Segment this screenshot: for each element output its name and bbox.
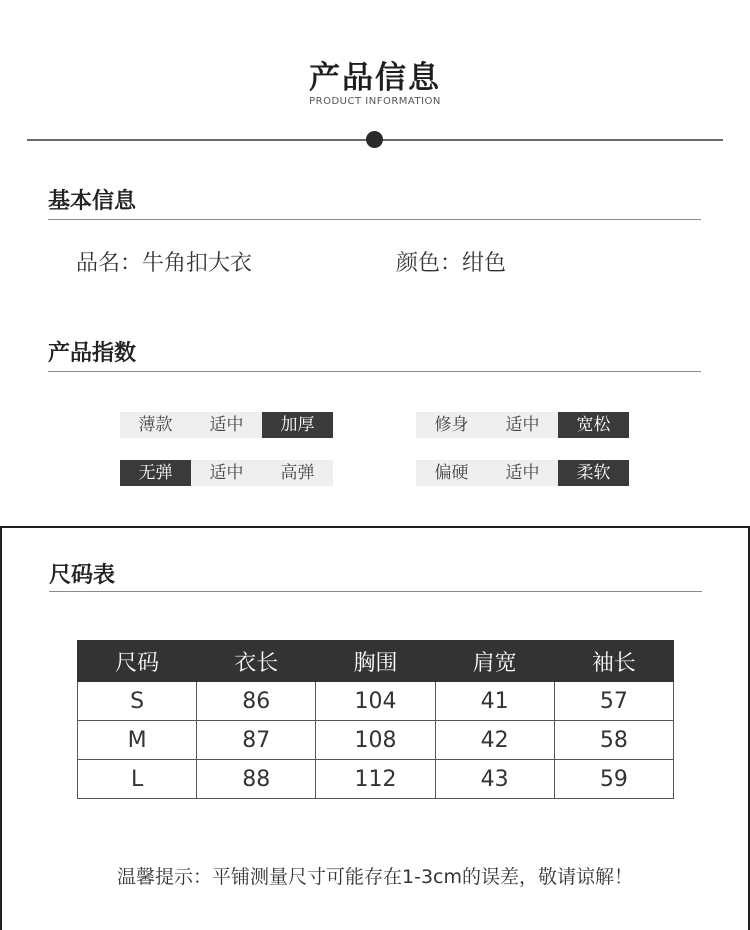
index-option: 修身 <box>434 415 469 435</box>
index-option: 高弹 <box>280 463 315 483</box>
divider-dot-icon <box>366 131 383 148</box>
fit-index <box>416 412 629 438</box>
size-table <box>77 640 674 799</box>
table-cell: 59 <box>554 760 673 799</box>
table-cell: 43 <box>435 760 554 799</box>
table-row <box>78 760 674 799</box>
column-header: 尺码 <box>78 641 197 682</box>
index-option: 适中 <box>209 463 244 483</box>
index-option: 适中 <box>505 463 540 483</box>
page-subtitle: PRODUCT INFORMATION <box>309 96 441 107</box>
index-option: 适中 <box>209 415 244 435</box>
measurement-notice: 温馨提示：平铺测量尺寸可能存在1-3cm的误差，敬请谅解！ <box>117 866 633 888</box>
table-cell: 86 <box>197 682 316 721</box>
table-cell: M <box>78 721 197 760</box>
table-cell: 41 <box>435 682 554 721</box>
table-cell: S <box>78 682 197 721</box>
table-header-row <box>78 641 674 682</box>
column-header: 胸围 <box>316 641 435 682</box>
table-cell: 88 <box>197 760 316 799</box>
index-option: 无弹 <box>120 460 191 486</box>
index-option: 宽松 <box>558 412 629 438</box>
table-cell: L <box>78 760 197 799</box>
index-option: 适中 <box>505 415 540 435</box>
table-cell: 104 <box>316 682 435 721</box>
product-color: 颜色：绀色 <box>396 251 507 276</box>
basic-info-rule <box>48 219 701 220</box>
table-cell: 112 <box>316 760 435 799</box>
product-index-rule <box>48 371 701 372</box>
thickness-index <box>120 412 333 438</box>
index-option: 柔软 <box>558 460 629 486</box>
column-header: 衣长 <box>197 641 316 682</box>
index-option: 偏硬 <box>434 463 469 483</box>
elasticity-index <box>120 460 333 486</box>
table-cell: 87 <box>197 721 316 760</box>
table-cell: 58 <box>554 721 673 760</box>
table-row <box>78 682 674 721</box>
column-header: 肩宽 <box>435 641 554 682</box>
product-index-heading: 产品指数 <box>48 341 137 366</box>
index-option: 薄款 <box>138 415 173 435</box>
size-chart-heading: 尺码表 <box>49 563 116 588</box>
column-header: 袖长 <box>554 641 673 682</box>
table-cell: 57 <box>554 682 673 721</box>
basic-info-heading: 基本信息 <box>48 189 137 214</box>
table-cell: 108 <box>316 721 435 760</box>
size-chart-rule <box>49 591 702 592</box>
softness-index <box>416 460 629 486</box>
index-option: 加厚 <box>262 412 333 438</box>
table-row <box>78 721 674 760</box>
page-title: 产品信息 <box>309 60 441 96</box>
table-cell: 42 <box>435 721 554 760</box>
product-name: 品名：牛角扣大衣 <box>76 251 253 276</box>
